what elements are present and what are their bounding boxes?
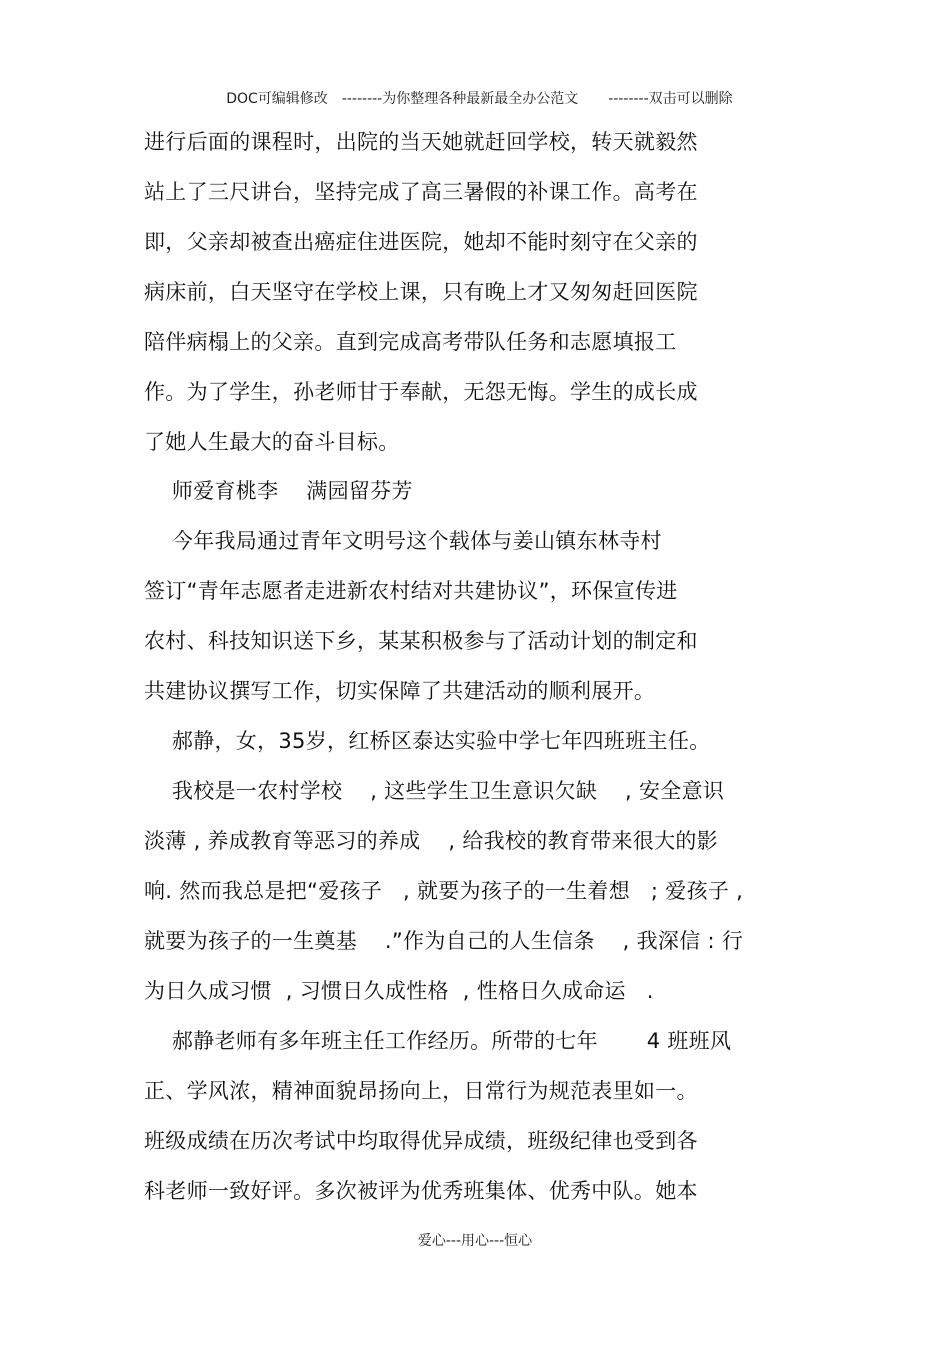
body-line: 为日久成习惯 , 习惯日久成性格 , 性格日久成命运 . xyxy=(144,979,654,1003)
body-line: 站上了三尺讲台，坚持完成了高三暑假的补课工作。高考在 xyxy=(144,180,698,204)
body-line: 郝静，女，35岁，红桥区泰达实验中学七年四班班主任。 xyxy=(144,729,711,753)
header-tagline: --------为你整理各种最新最全办公范文 xyxy=(341,91,579,107)
body-line: 正、学风浓，精神面貌昂扬向上，日常行为规范表里如一。 xyxy=(144,1079,698,1103)
body-line: 郝静老师有多年班主任工作经历。所带的七年 4 班班风 xyxy=(144,1029,732,1053)
body-line: 响. 然而我总是把“爱孩子 , 就要为孩子的一生着想 ; 爱孩子 , xyxy=(144,879,744,903)
body-line: 今年我局通过青年文明号这个载体与姜山镇东林寺村 xyxy=(144,529,662,553)
body-line: 共建协议撰写工作，切实保障了共建活动的顺利展开。 xyxy=(144,679,656,703)
page-footer: 爱心---用心---恒心 xyxy=(417,1233,533,1249)
section-heading: 师爱育桃李 满园留芬芳 xyxy=(144,479,413,503)
header-delete-hint: --------双击可以删除 xyxy=(608,91,733,107)
body-line: 陪伴病榻上的父亲。直到完成高考带队任务和志愿填报工 xyxy=(144,330,677,354)
body-line: 进行后面的课程时，出院的当天她就赶回学校，转天就毅然 xyxy=(144,130,698,154)
body-line: 了她人生最大的奋斗目标。 xyxy=(144,430,400,454)
body-line: 病床前，白天坚守在学校上课，只有晚上才又匆匆赶回医院 xyxy=(144,280,698,304)
page-header xyxy=(0,72,950,108)
body-line: 班级成绩在历次考试中均取得优异成绩，班级纪律也受到各 xyxy=(144,1129,698,1153)
body-line: 科老师一致好评。多次被评为优秀班集体、优秀中队。她本 xyxy=(144,1179,698,1203)
body-line: 即，父亲却被查出癌症住进医院，她却不能时刻守在父亲的 xyxy=(144,230,698,254)
body-line: 农村、科技知识送下乡，某某积极参与了活动计划的制定和 xyxy=(144,629,698,653)
header-doc-label: DOC可编辑修改 xyxy=(226,91,328,107)
body-line: 淡薄 , 养成教育等恶习的养成 , 给我校的教育带来很大的影 xyxy=(144,829,718,853)
body-line: 我校是一农村学校 , 这些学生卫生意识欠缺 , 安全意识 xyxy=(144,779,725,803)
body-line: 签订“青年志愿者走进新农村结对共建协议”，环保宣传进 xyxy=(144,579,678,603)
body-line: 就要为孩子的一生奠基 .”作为自己的人生信条 , 我深信 : 行 xyxy=(144,929,744,953)
body-line: 作。为了学生，孙老师甘于奉献，无怨无悔。学生的成长成 xyxy=(144,380,698,404)
